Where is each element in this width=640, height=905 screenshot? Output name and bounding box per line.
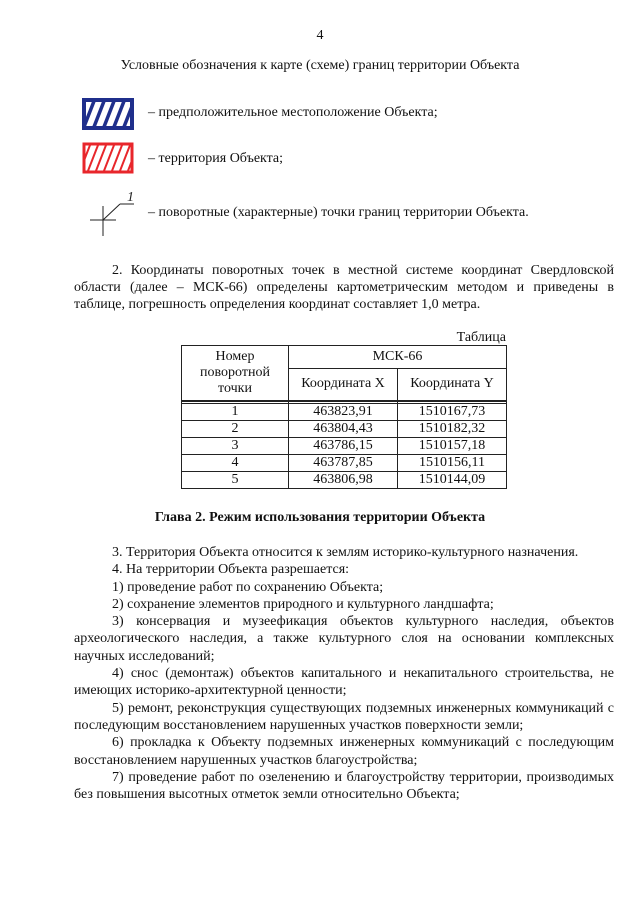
turning-point-icon — [82, 188, 142, 240]
table-cell-x: 463806,98 — [289, 472, 398, 489]
blue-hatch-icon — [82, 98, 134, 130]
page-number: 4 — [316, 28, 324, 43]
chapter-title: Глава 2. Режим использования территории Объекта — [154, 510, 486, 525]
table-cell-n: 4 — [182, 455, 289, 472]
table-cell-y: 1510156,11 — [398, 455, 507, 472]
table-caption: Таблица — [456, 330, 506, 345]
table-cell-n: 5 — [182, 472, 289, 489]
table-cell-x: 463786,15 — [289, 438, 398, 455]
table-row — [182, 472, 507, 489]
paragraph: 1) проведение работ по сохранению Объекта; — [112, 579, 384, 595]
table-cell-n: 3 — [182, 438, 289, 455]
paragraph: 3) консервация и музеефикация объектов культурного наследия, объектов археологического наследия, а также культурного слоя на основании комплексных научных исследований; — [74, 614, 614, 664]
red-hatch-icon — [82, 142, 134, 174]
body-text — [74, 544, 614, 803]
table-row — [182, 421, 507, 438]
paragraph: 3. Территория Объекта относится к землям историко-культурного назначения. — [112, 545, 579, 560]
table-cell-y: 1510167,73 — [398, 404, 507, 421]
legend-text: – предположительное местоположение Объекта; — [148, 105, 438, 120]
turning-point-label: 1 — [127, 190, 134, 205]
table-cell-y: 1510182,32 — [398, 421, 507, 438]
table-row — [182, 455, 507, 472]
legend-title: Условные обозначения к карте (схеме) границ территории Объекта — [120, 58, 520, 73]
table-cell-x: 463823,91 — [289, 404, 398, 421]
header-point-number: Номер поворотной точки — [182, 346, 289, 401]
header-system: МСК-66 — [289, 346, 507, 369]
table-cell-n: 1 — [182, 404, 289, 421]
table-cell-n: 2 — [182, 421, 289, 438]
legend-text: – поворотные (характерные) точки границ территории Объекта. — [148, 205, 529, 220]
header-x: Координата X — [289, 369, 398, 401]
legend-text: – территория Объекта; — [148, 151, 284, 166]
paragraph: 4. На территории Объекта разрешается: — [112, 562, 350, 578]
paragraph: 2) сохранение элементов природного и культурного ландшафта; — [112, 596, 494, 612]
paragraph: 5) ремонт, реконструкция существующих подземных инженерных коммуникаций с последующим восстановлением нарушенных участков поверхности земли; — [74, 700, 614, 733]
paragraph-coordinates: 2. Координаты поворотных точек в местной системе координат Свердловской области (далее – МСК-66) определены картометрическим методом и приведены в таблице, погрешность определения координат составляет 1,0 метра. — [74, 263, 614, 313]
coordinates-table — [181, 345, 507, 489]
table-row — [182, 404, 507, 421]
table-row — [182, 438, 507, 455]
table-cell-x: 463787,85 — [289, 455, 398, 472]
table-cell-x: 463804,43 — [289, 421, 398, 438]
table-cell-y: 1510144,09 — [398, 472, 507, 489]
header-y: Координата Y — [398, 369, 507, 401]
table-cell-y: 1510157,18 — [398, 438, 507, 455]
paragraph: 4) снос (демонтаж) объектов капитального и некапитального строительства, не имеющих историко-архитектурной ценности; — [74, 666, 614, 699]
paragraph: 7) проведение работ по озеленению и благоустройству территории, производимых без повышения высотных отметок земли относительно Объекта; — [74, 769, 614, 803]
paragraph: 6) прокладка к Объекту подземных инженерных коммуникаций с последующим восстановлением нарушенных участков благоустройства; — [74, 735, 614, 768]
table-body — [182, 404, 507, 489]
